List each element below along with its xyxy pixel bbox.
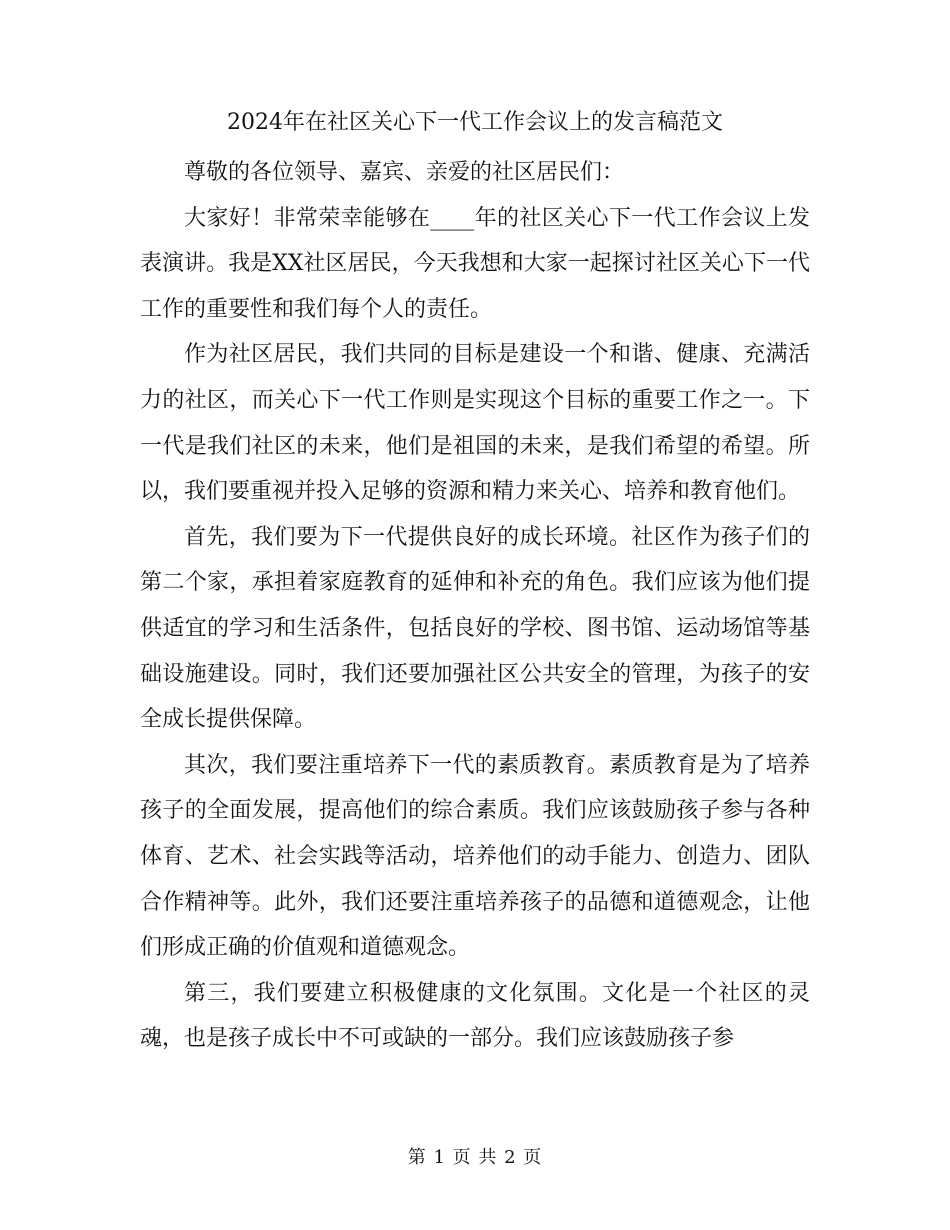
- body-paragraph: 第三，我们要建立积极健康的文化氛围。文化是一个社区的灵魂，也是孩子成长中不可或缺的一部分。我们应该鼓励孩子参: [140, 980, 810, 1052]
- body-paragraph: 作为社区居民，我们共同的目标是建设一个和谐、健康、充满活力的社区，而关心下一代工作则是实现这个目标的重要工作之一。下一代是我们社区的未来，他们是祖国的未来，是我们希望的希望。所以，我们要重视并投入足够的资源和精力来关心、培养和教育他们。: [140, 342, 810, 505]
- document-title: 2024年在社区关心下一代工作会议上的发言稿范文: [227, 110, 723, 135]
- body-paragraph: 首先，我们要为下一代提供良好的成长环境。社区作为孩子们的第二个家，承担着家庭教育的延伸和补充的角色。我们应该为他们提供适宜的学习和生活条件，包括良好的学校、图书馆、运动场馆等基础设施建设。同时，我们还要加强社区公共安全的管理，为孩子的安全成长提供保障。: [140, 524, 810, 733]
- document-body: [140, 150, 810, 1062]
- body-paragraph: 大家好！非常荣幸能够在____年的社区关心下一代工作会议上发表演讲。我是XX社区居民，今天我想和大家一起探讨社区关心下一代工作的重要性和我们每个人的责任。: [140, 205, 810, 322]
- page-number-footer: 第 1 页 共 2 页: [407, 1147, 543, 1168]
- body-paragraph: 其次，我们要注重培养下一代的素质教育。素质教育是为了培养孩子的全面发展，提高他们的综合素质。我们应该鼓励孩子参与各种体育、艺术、社会实践等活动，培养他们的动手能力、创造力、团队合作精神等。此外，我们还要注重培养孩子的品德和道德观念，让他们形成正确的价值观和道德观念。: [140, 752, 810, 961]
- salutation-paragraph: 尊敬的各位领导、嘉宾、亲爱的社区居民们：: [184, 160, 625, 185]
